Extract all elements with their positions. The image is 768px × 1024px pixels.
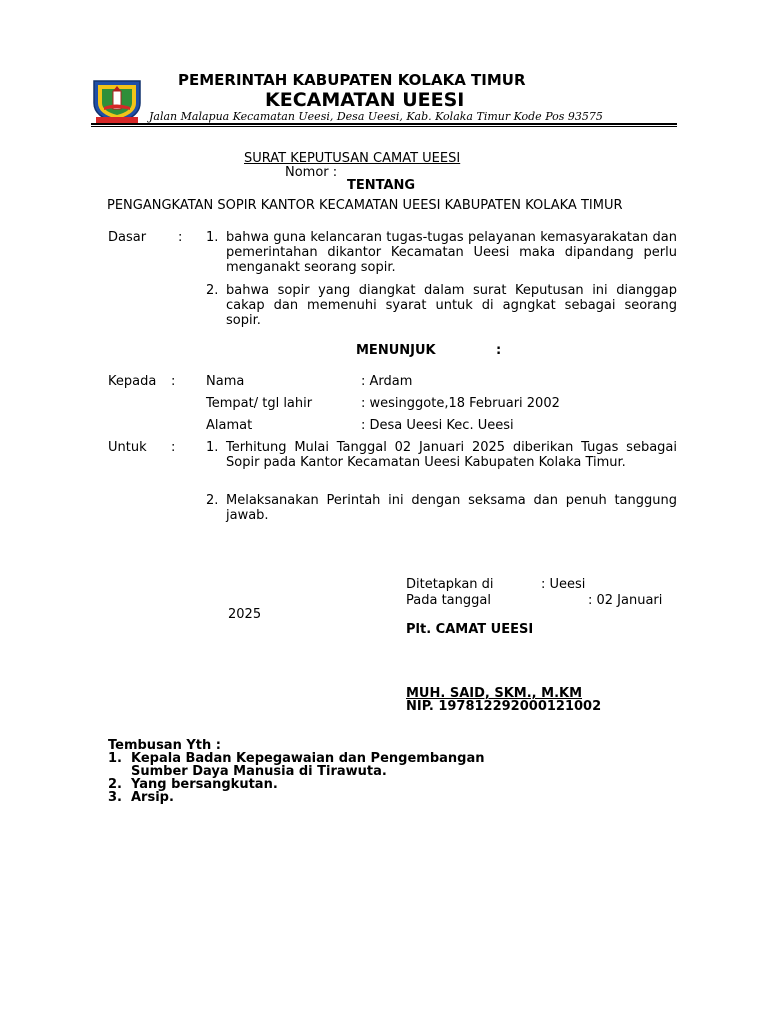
- tentang-heading: TENTANG: [347, 178, 416, 193]
- tanggal-label: Pada tanggal: [406, 593, 491, 608]
- nama-field-label: Nama: [206, 374, 245, 389]
- alamat-field-value: : Desa Ueesi Kec. Ueesi: [361, 418, 514, 433]
- tembusan-item-1-number: 1.: [108, 751, 122, 766]
- dasar-label: Dasar: [108, 230, 147, 245]
- ditetapkan-label: Ditetapkan di: [406, 577, 494, 592]
- dasar-item-1-number: 1.: [206, 230, 219, 245]
- untuk-item-1-number: 1.: [206, 440, 219, 455]
- decree-subject: PENGANGKATAN SOPIR KANTOR KECAMATAN UEESI KABUPATEN KOLAKA TIMUR: [107, 198, 623, 213]
- birth-field-label: Tempat/ tgl lahir: [206, 396, 313, 411]
- alamat-field-label: Alamat: [206, 418, 253, 433]
- letterhead-divider-thick: [91, 123, 677, 125]
- signatory-name: MUH. SAID, SKM., M.KM: [406, 686, 583, 701]
- menunjuk-colon: :: [496, 343, 502, 358]
- untuk-colon: :: [171, 440, 176, 455]
- menunjuk-heading: MENUNJUK: [356, 343, 436, 358]
- tembusan-item-2-number: 2.: [108, 777, 122, 792]
- dasar-colon: :: [178, 230, 183, 245]
- decree-title: SURAT KEPUTUSAN CAMAT UEESI: [244, 151, 461, 166]
- untuk-item-2-text: Melaksanakan Perintah ini dengan seksama dan penuh tanggung jawab.: [226, 493, 677, 523]
- regency-emblem-logo: [91, 77, 143, 125]
- tanggal-value: : 02 Januari: [588, 593, 663, 608]
- letterhead-divider-thin: [91, 126, 677, 127]
- tembusan-item-1-line-2: Sumber Daya Manusia di Tirawuta.: [131, 764, 387, 779]
- government-line: PEMERINTAH KABUPATEN KOLAKA TIMUR: [178, 71, 526, 89]
- tembusan-item-3-text: Arsip.: [131, 790, 174, 805]
- tembusan-heading: Tembusan Yth :: [108, 738, 221, 753]
- nama-field-value: : Ardam: [361, 374, 413, 389]
- signatory-position: Plt. CAMAT UEESI: [406, 622, 534, 637]
- dasar-item-1-text: bahwa guna kelancaran tugas-tugas pelayanan kemasyarakatan dan pemerintahan dikantor Kecamatan Ueesi maka dipandang perlu menganakt seorang sopir.: [226, 230, 677, 275]
- tembusan-item-2-text: Yang bersangkutan.: [131, 777, 278, 792]
- district-line: KECAMATAN UEESI: [265, 89, 465, 111]
- tembusan-item-1-line-1: Kepala Badan Kepegawaian dan Pengembangan: [131, 751, 485, 766]
- tanggal-year: 2025: [228, 607, 262, 622]
- decree-number: Nomor :: [285, 165, 338, 180]
- ditetapkan-value: : Ueesi: [541, 577, 586, 592]
- untuk-item-2-number: 2.: [206, 493, 219, 508]
- untuk-label: Untuk: [108, 440, 147, 455]
- signatory-nip: NIP. 197812292000121002: [406, 699, 602, 714]
- dasar-item-2-number: 2.: [206, 283, 219, 298]
- office-address: Jalan Malapua Kecamatan Ueesi, Desa Ueesi, Kab. Kolaka Timur Kode Pos 93575: [149, 110, 603, 123]
- tembusan-item-3-number: 3.: [108, 790, 122, 805]
- kepada-label: Kepada: [108, 374, 157, 389]
- untuk-item-1-text: Terhitung Mulai Tanggal 02 Januari 2025 diberikan Tugas sebagai Sopir pada Kantor Kecamatan Ueesi Kabupaten Kolaka Timur.: [226, 440, 677, 470]
- birth-field-value: : wesinggote,18 Februari 2002: [361, 396, 560, 411]
- dasar-item-2-text: bahwa sopir yang diangkat dalam surat Keputusan ini dianggap cakap dan memenuhi syarat untuk di agngkat sebagai seorang sopir.: [226, 283, 677, 328]
- kepada-colon: :: [171, 374, 176, 389]
